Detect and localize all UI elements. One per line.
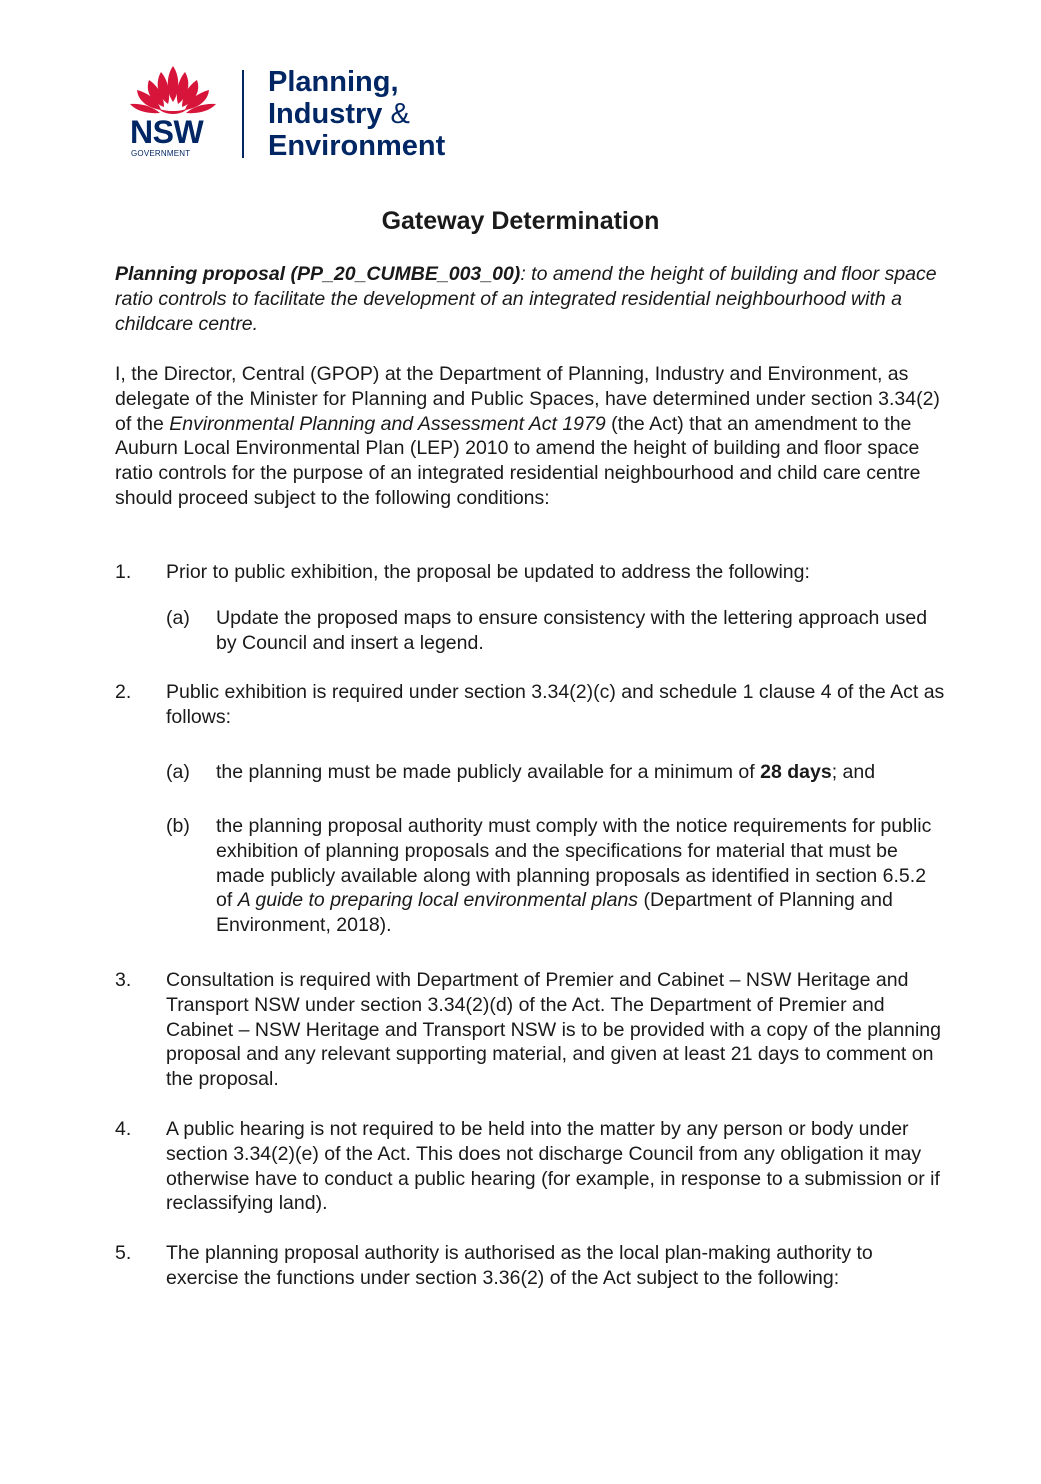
- condition-number: 3.: [115, 969, 132, 991]
- condition-text: Consultation is required with Department of Premier and Cabinet – NSW Heritage and Transport NSW under section 3.34(2)(d) of the Act. The Department of Premier and Cabinet – NSW Heritage and Transport NSW is to be provided with a copy of the planning proposal and any relevant supporting material, and given at least 21 days to comment on the proposal.: [166, 969, 941, 1091]
- condition-number: 5.: [115, 1242, 132, 1264]
- condition-text: The planning proposal authority is authorised as the local plan-making authority to exercise the functions under section 3.36(2) of the Act subject to the following:: [166, 1242, 873, 1289]
- department-line-3: Environment: [268, 130, 446, 162]
- logo-divider: [242, 70, 244, 158]
- proposal-summary: [115, 262, 945, 336]
- subcondition-label: (a): [166, 761, 190, 783]
- nsw-logo-header: [128, 62, 528, 162]
- subcondition-label: (a): [166, 607, 190, 629]
- nsw-wordmark: NSW: [130, 114, 204, 150]
- government-wordmark: GOVERNMENT: [131, 149, 191, 158]
- act-name: Environmental Planning and Assessment Act 1979: [169, 412, 606, 435]
- subcondition-text: the planning proposal authority must comply with the notice requirements for public exhibition of planning proposals and the specifications for material that must be made publicly available along with planning proposals as identified in section 6.5.2 of A guide to preparing local environmental plans (Department of Planning and Environment, 2018).: [216, 815, 932, 937]
- department-line-1: Planning,: [268, 66, 399, 98]
- condition-text: Prior to public exhibition, the proposal be updated to address the following:: [166, 561, 810, 583]
- department-name: [268, 66, 445, 162]
- condition-text: Public exhibition is required under section 3.34(2)(c) and schedule 1 clause 4 of the Act as follows:: [166, 681, 945, 728]
- condition-number: 4.: [115, 1118, 132, 1140]
- subcondition-text: the planning must be made publicly available for a minimum of 28 days; and: [216, 761, 876, 783]
- subcondition-text: Update the proposed maps to ensure consistency with the lettering approach used by Council and insert a legend.: [216, 607, 928, 654]
- exhibition-period: 28 days: [760, 761, 832, 783]
- condition-text: A public hearing is not required to be held into the matter by any person or body under section 3.34(2)(e) of the Act. This does not discharge Council from any obligation it may otherwise have to conduct a public hearing (for example, in response to a submission or if reclassifying land).: [166, 1118, 940, 1215]
- document-title: Gateway Determination: [381, 207, 660, 235]
- guide-title: A guide to preparing local environmental plans: [237, 889, 639, 912]
- department-line-2: Industry &: [268, 98, 410, 130]
- waratah-logo-icon: [128, 62, 218, 122]
- ampersand: &: [390, 98, 410, 130]
- condition-number: 1.: [115, 561, 132, 583]
- condition-number: 2.: [115, 681, 132, 703]
- determination-paragraph: I, the Director, Central (GPOP) at the Department of Planning, Industry and Environment, as delegate of the Minister for Planning and Public Spaces, have determined under section 3.34(2) of the Environmental Planning and Assessment Act 1979 (the Act) that an amendment to the Auburn Local Environmental Plan (LEP) 2010 to amend the height of building and floor space ratio controls for the purpose of an integrated residential neighbourhood and child care centre should proceed subject to the following conditions:: [115, 363, 940, 509]
- proposal-description: : to amend the height of building and floor space ratio controls to facilitate the development of an integrated residential neighbourhood with a childcare centre.: [115, 263, 937, 335]
- proposal-label: Planning proposal (PP_20_CUMBE_003_00): [115, 263, 521, 285]
- subcondition-label: (b): [166, 815, 190, 837]
